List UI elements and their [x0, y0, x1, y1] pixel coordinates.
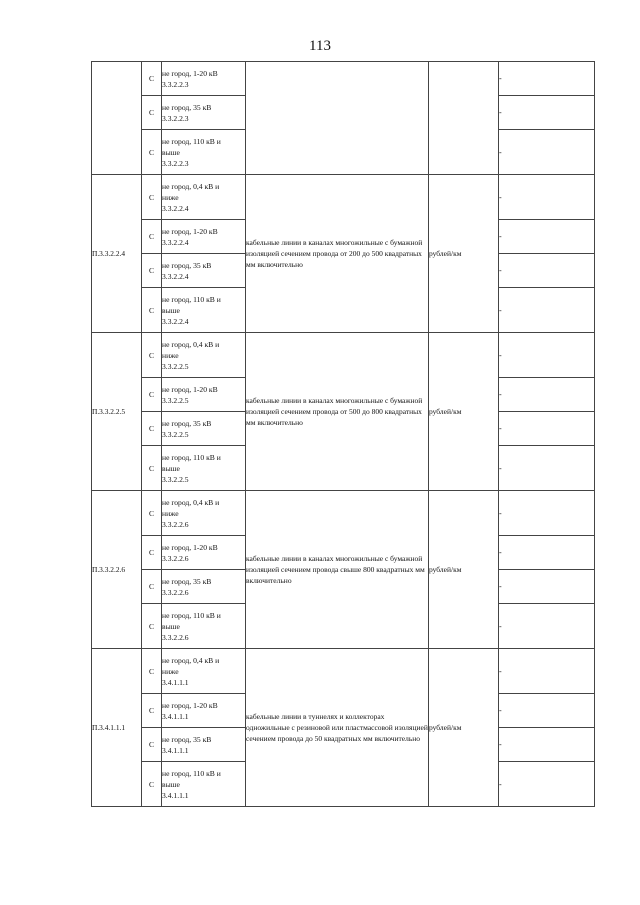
category-letter: С — [142, 604, 162, 649]
voltage-line: выше — [162, 779, 180, 789]
voltage-line: 3.3.2.2.6 — [162, 587, 189, 597]
voltage-cell — [162, 412, 246, 446]
table-row — [92, 649, 595, 694]
value-cell: - — [499, 762, 595, 807]
voltage-cell — [162, 762, 246, 807]
unit-cell: рублей/км — [429, 175, 499, 333]
description-cell — [246, 62, 429, 175]
value-cell: - — [499, 446, 595, 491]
voltage-line: не город, 110 кВ и — [162, 452, 221, 462]
code-cell — [92, 62, 142, 175]
value-cell: - — [499, 175, 595, 220]
voltage-line: не город, 1-20 кВ — [162, 542, 218, 552]
voltage-line: ниже — [162, 192, 179, 202]
voltage-cell — [162, 604, 246, 649]
voltage-line: 3.3.2.2.3 — [162, 158, 189, 168]
voltage-line: 3.3.2.2.3 — [162, 79, 189, 89]
voltage-cell — [162, 649, 246, 694]
voltage-line: не город, 0,4 кВ и — [162, 655, 220, 665]
voltage-line: не город, 35 кВ — [162, 418, 212, 428]
tariff-table — [91, 61, 595, 807]
category-letter: С — [142, 378, 162, 412]
value-cell: - — [499, 333, 595, 378]
voltage-line: не город, 1-20 кВ — [162, 700, 218, 710]
voltage-line: 3.3.2.2.4 — [162, 237, 189, 247]
voltage-line: 3.3.2.2.4 — [162, 316, 189, 326]
value-cell: - — [499, 570, 595, 604]
voltage-line: 3.3.2.2.5 — [162, 429, 189, 439]
unit-cell: рублей/км — [429, 649, 499, 807]
unit-cell: рублей/км — [429, 333, 499, 491]
value-cell: - — [499, 254, 595, 288]
voltage-line: не город, 110 кВ и — [162, 610, 221, 620]
voltage-line: 3.3.2.2.6 — [162, 553, 189, 563]
value-cell: - — [499, 378, 595, 412]
voltage-line: не город, 110 кВ и — [162, 136, 221, 146]
category-letter: С — [142, 762, 162, 807]
category-letter: С — [142, 536, 162, 570]
voltage-line: не город, 35 кВ — [162, 260, 212, 270]
voltage-line: 3.4.1.1.1 — [162, 711, 189, 721]
value-cell: - — [499, 96, 595, 130]
unit-cell — [429, 62, 499, 175]
voltage-line: не город, 110 кВ и — [162, 294, 221, 304]
description-cell: кабельные линии в каналах многожильные с бумажной изоляцией сечением провода свыше 800 квадратных мм включительно — [246, 491, 429, 649]
voltage-cell — [162, 728, 246, 762]
value-cell: - — [499, 604, 595, 649]
voltage-line: не город, 35 кВ — [162, 102, 212, 112]
voltage-line: не город, 35 кВ — [162, 576, 212, 586]
value-cell: - — [499, 62, 595, 96]
voltage-cell — [162, 288, 246, 333]
voltage-cell — [162, 220, 246, 254]
voltage-cell — [162, 254, 246, 288]
voltage-line: выше — [162, 147, 180, 157]
value-cell: - — [499, 491, 595, 536]
category-letter: С — [142, 130, 162, 175]
voltage-line: 3.4.1.1.1 — [162, 790, 189, 800]
item-code: П.3.3.2.2.6 — [92, 491, 142, 649]
voltage-cell — [162, 62, 246, 96]
value-cell: - — [499, 288, 595, 333]
category-letter: С — [142, 175, 162, 220]
voltage-line: 3.3.2.2.4 — [162, 271, 189, 281]
voltage-cell — [162, 536, 246, 570]
category-letter: С — [142, 254, 162, 288]
item-code: П.3.3.2.2.5 — [92, 333, 142, 491]
table-row — [92, 491, 595, 536]
voltage-cell — [162, 446, 246, 491]
table-row — [92, 62, 595, 96]
voltage-line: выше — [162, 621, 180, 631]
category-letter: С — [142, 412, 162, 446]
value-cell: - — [499, 649, 595, 694]
voltage-line: 3.3.2.2.5 — [162, 395, 189, 405]
voltage-line: не город, 0,4 кВ и — [162, 339, 220, 349]
category-letter: С — [142, 491, 162, 536]
category-letter: С — [142, 96, 162, 130]
table-row — [92, 333, 595, 378]
voltage-line: ниже — [162, 350, 179, 360]
voltage-line: ниже — [162, 508, 179, 518]
voltage-cell — [162, 491, 246, 536]
voltage-cell — [162, 175, 246, 220]
category-letter: С — [142, 649, 162, 694]
category-letter: С — [142, 694, 162, 728]
voltage-line: 3.4.1.1.1 — [162, 677, 189, 687]
description-cell: кабельные линии в каналах многожильные с бумажной изоляцией сечением провода от 500 до 800 квадратных мм включительно — [246, 333, 429, 491]
voltage-line: не город, 1-20 кВ — [162, 68, 218, 78]
tariff-table-body — [92, 62, 595, 807]
value-cell: - — [499, 412, 595, 446]
value-cell: - — [499, 220, 595, 254]
voltage-line: выше — [162, 305, 180, 315]
voltage-line: не город, 35 кВ — [162, 734, 212, 744]
value-cell: - — [499, 536, 595, 570]
voltage-cell — [162, 130, 246, 175]
voltage-line: не город, 110 кВ и — [162, 768, 221, 778]
voltage-line: 3.3.2.2.5 — [162, 474, 189, 484]
voltage-cell — [162, 333, 246, 378]
voltage-line: не город, 0,4 кВ и — [162, 497, 220, 507]
voltage-cell — [162, 96, 246, 130]
voltage-line: 3.4.1.1.1 — [162, 745, 189, 755]
category-letter: С — [142, 62, 162, 96]
page-number: 113 — [309, 38, 331, 54]
description-cell: кабельные линии в туннелях и коллекторах одножильные с резиновой или пластмассовой изоляцией сечением провода до 50 квадратных мм включительно — [246, 649, 429, 807]
voltage-cell — [162, 378, 246, 412]
voltage-cell — [162, 694, 246, 728]
item-code: П.3.3.2.2.4 — [92, 175, 142, 333]
value-cell: - — [499, 728, 595, 762]
voltage-line: 3.3.2.2.3 — [162, 113, 189, 123]
unit-cell: рублей/км — [429, 491, 499, 649]
item-code: П.3.4.1.1.1 — [92, 649, 142, 807]
voltage-line: ниже — [162, 666, 179, 676]
table-row — [92, 175, 595, 220]
category-letter: С — [142, 288, 162, 333]
category-letter: С — [142, 728, 162, 762]
category-letter: С — [142, 446, 162, 491]
value-cell: - — [499, 694, 595, 728]
voltage-line: 3.3.2.2.4 — [162, 203, 189, 213]
voltage-line: 3.3.2.2.6 — [162, 519, 189, 529]
description-cell: кабельные линии в каналах многожильные с бумажной изоляцией сечением провода от 200 до 500 квадратных мм включительно — [246, 175, 429, 333]
category-letter: С — [142, 570, 162, 604]
category-letter: С — [142, 220, 162, 254]
value-cell: - — [499, 130, 595, 175]
voltage-line: 3.3.2.2.6 — [162, 632, 189, 642]
voltage-cell — [162, 570, 246, 604]
voltage-line: 3.3.2.2.5 — [162, 361, 189, 371]
voltage-line: не город, 0,4 кВ и — [162, 181, 220, 191]
voltage-line: выше — [162, 463, 180, 473]
voltage-line: не город, 1-20 кВ — [162, 226, 218, 236]
voltage-line: не город, 1-20 кВ — [162, 384, 218, 394]
category-letter: С — [142, 333, 162, 378]
